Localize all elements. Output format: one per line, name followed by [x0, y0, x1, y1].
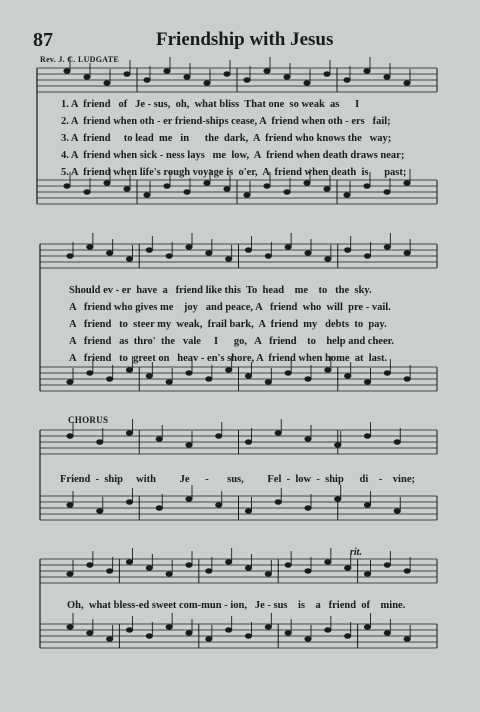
note-head [67, 254, 73, 259]
note-head [245, 566, 251, 571]
note-head [104, 81, 110, 86]
note-head [146, 248, 152, 253]
verse-1-line-2: Should ev - er have a friend like this To head me to the sky. [69, 285, 372, 296]
note-head [156, 437, 162, 442]
note-head [364, 380, 370, 385]
note-head [126, 560, 132, 565]
note-head [225, 368, 231, 373]
note-head [144, 193, 150, 198]
note-head [404, 181, 410, 186]
note-head [106, 569, 112, 574]
note-head [275, 431, 281, 436]
ritardando-marking: rit. [350, 547, 362, 558]
note-head [335, 497, 341, 502]
note-head [364, 184, 370, 189]
note-head [364, 572, 370, 577]
note-head [97, 509, 103, 514]
note-head [265, 380, 271, 385]
note-head [206, 377, 212, 382]
note-head [87, 245, 93, 250]
note-head [394, 509, 400, 514]
note-head [64, 69, 70, 74]
note-head [285, 631, 291, 636]
note-head [285, 371, 291, 376]
note-head [394, 440, 400, 445]
note-head [144, 78, 150, 83]
note-head [67, 434, 73, 439]
verse-5-line-1: 5. A friend when life's rough voyage is o'er, A friend when death is past; [61, 167, 407, 178]
note-head [146, 634, 152, 639]
note-head [156, 506, 162, 511]
note-head [245, 374, 251, 379]
note-head [126, 431, 132, 436]
note-head [364, 503, 370, 508]
note-head [164, 69, 170, 74]
note-head [186, 497, 192, 502]
hymn-number: 87 [33, 29, 53, 51]
chorus-label: CHORUS [68, 415, 109, 425]
note-head [67, 380, 73, 385]
note-head [344, 566, 350, 571]
note-head [184, 75, 190, 80]
note-head [225, 628, 231, 633]
note-head [325, 257, 331, 262]
note-head [104, 181, 110, 186]
hymn-title: Friendship with Jesus [156, 29, 334, 50]
note-head [305, 506, 311, 511]
note-head [146, 566, 152, 571]
note-head [106, 251, 112, 256]
note-head [84, 190, 90, 195]
note-head [324, 72, 330, 77]
note-head [225, 560, 231, 565]
note-head [106, 637, 112, 642]
note-head [245, 509, 251, 514]
note-head [224, 187, 230, 192]
note-head [264, 69, 270, 74]
note-head [126, 500, 132, 505]
note-head [404, 377, 410, 382]
note-head [265, 625, 271, 630]
note-head [245, 248, 251, 253]
note-head [305, 569, 311, 574]
author-credit: Rev. J. C. LUDGATE [40, 55, 120, 64]
note-head [245, 634, 251, 639]
note-head [216, 434, 222, 439]
note-head [84, 75, 90, 80]
staff-4-treble [40, 559, 437, 583]
verse-2-line-2: A friend who gives me joy and peace, A friend who will pre - vail. [69, 302, 391, 313]
verse-2-line-1: 2. A friend when oth - er friend-ships cease, A friend when oth - ers fail; [61, 116, 391, 127]
note-head [225, 257, 231, 262]
note-head [305, 437, 311, 442]
note-head [186, 371, 192, 376]
note-head [285, 245, 291, 250]
note-head [305, 251, 311, 256]
note-head [126, 257, 132, 262]
verse-3-line-2: A friend to steer my weak, frail bark, A friend my debts to pay. [69, 319, 387, 330]
note-head [67, 625, 73, 630]
note-head [244, 193, 250, 198]
note-head [244, 78, 250, 83]
note-head [224, 72, 230, 77]
note-head [204, 81, 210, 86]
note-head [344, 78, 350, 83]
note-head [364, 254, 370, 259]
note-head [364, 434, 370, 439]
note-head [404, 637, 410, 642]
note-head [384, 631, 390, 636]
note-head [146, 374, 152, 379]
note-head [245, 440, 251, 445]
note-head [285, 563, 291, 568]
note-head [284, 75, 290, 80]
verse-3-line-1: 3. A friend to lead me in the dark, A friend who knows the way; [61, 133, 392, 144]
note-head [186, 443, 192, 448]
note-head [335, 443, 341, 448]
note-head [166, 625, 172, 630]
note-head [67, 572, 73, 577]
note-head [265, 254, 271, 259]
note-head [186, 245, 192, 250]
note-head [384, 371, 390, 376]
note-head [87, 563, 93, 568]
note-head [204, 181, 210, 186]
note-head [364, 625, 370, 630]
note-head [166, 380, 172, 385]
verse-4-line-1: 4. A friend when sick - ness lays me low, A friend when death draws near; [61, 150, 405, 161]
staff-4-bass [40, 624, 437, 648]
note-head [344, 193, 350, 198]
note-head [166, 572, 172, 577]
note-head [97, 440, 103, 445]
note-head [216, 503, 222, 508]
note-head [186, 563, 192, 568]
note-head [344, 248, 350, 253]
note-head [404, 81, 410, 86]
note-head [305, 377, 311, 382]
note-head [344, 634, 350, 639]
note-head [186, 631, 192, 636]
note-head [364, 69, 370, 74]
note-head [275, 500, 281, 505]
note-head [305, 637, 311, 642]
note-head [87, 371, 93, 376]
note-head [384, 563, 390, 568]
note-head [324, 187, 330, 192]
note-head [206, 637, 212, 642]
note-head [344, 374, 350, 379]
note-head [284, 190, 290, 195]
note-head [384, 190, 390, 195]
note-head [87, 631, 93, 636]
note-head [265, 572, 271, 577]
note-head [206, 569, 212, 574]
note-head [206, 251, 212, 256]
verse-4-line-2: A friend as thro' the vale I go, A friend to help and cheer. [69, 336, 394, 347]
note-head [384, 245, 390, 250]
note-head [304, 81, 310, 86]
note-head [164, 184, 170, 189]
note-head [166, 254, 172, 259]
note-head [325, 368, 331, 373]
note-head [304, 181, 310, 186]
note-head [124, 187, 130, 192]
note-head [126, 368, 132, 373]
note-head [325, 628, 331, 633]
note-head [404, 569, 410, 574]
note-head [404, 251, 410, 256]
note-head [124, 72, 130, 77]
note-head [67, 503, 73, 508]
note-head [264, 184, 270, 189]
verse-1-line-1: 1. A friend of Je - sus, oh, what bliss That one so weak as I [61, 99, 360, 110]
note-head [126, 628, 132, 633]
note-head [64, 184, 70, 189]
note-head [325, 560, 331, 565]
note-head [184, 190, 190, 195]
chorus-lyric-1: Friend - ship with Je - sus, Fel - low - ship di - vine; [60, 474, 415, 485]
chorus-lyric-2: Oh, what bless-ed sweet com-mun - ion, Je - sus is a friend of mine. [67, 600, 406, 611]
note-head [106, 377, 112, 382]
note-head [384, 75, 390, 80]
verse-5-line-2: A friend to greet on heav - en's shore, A friend when home at last. [69, 353, 388, 364]
